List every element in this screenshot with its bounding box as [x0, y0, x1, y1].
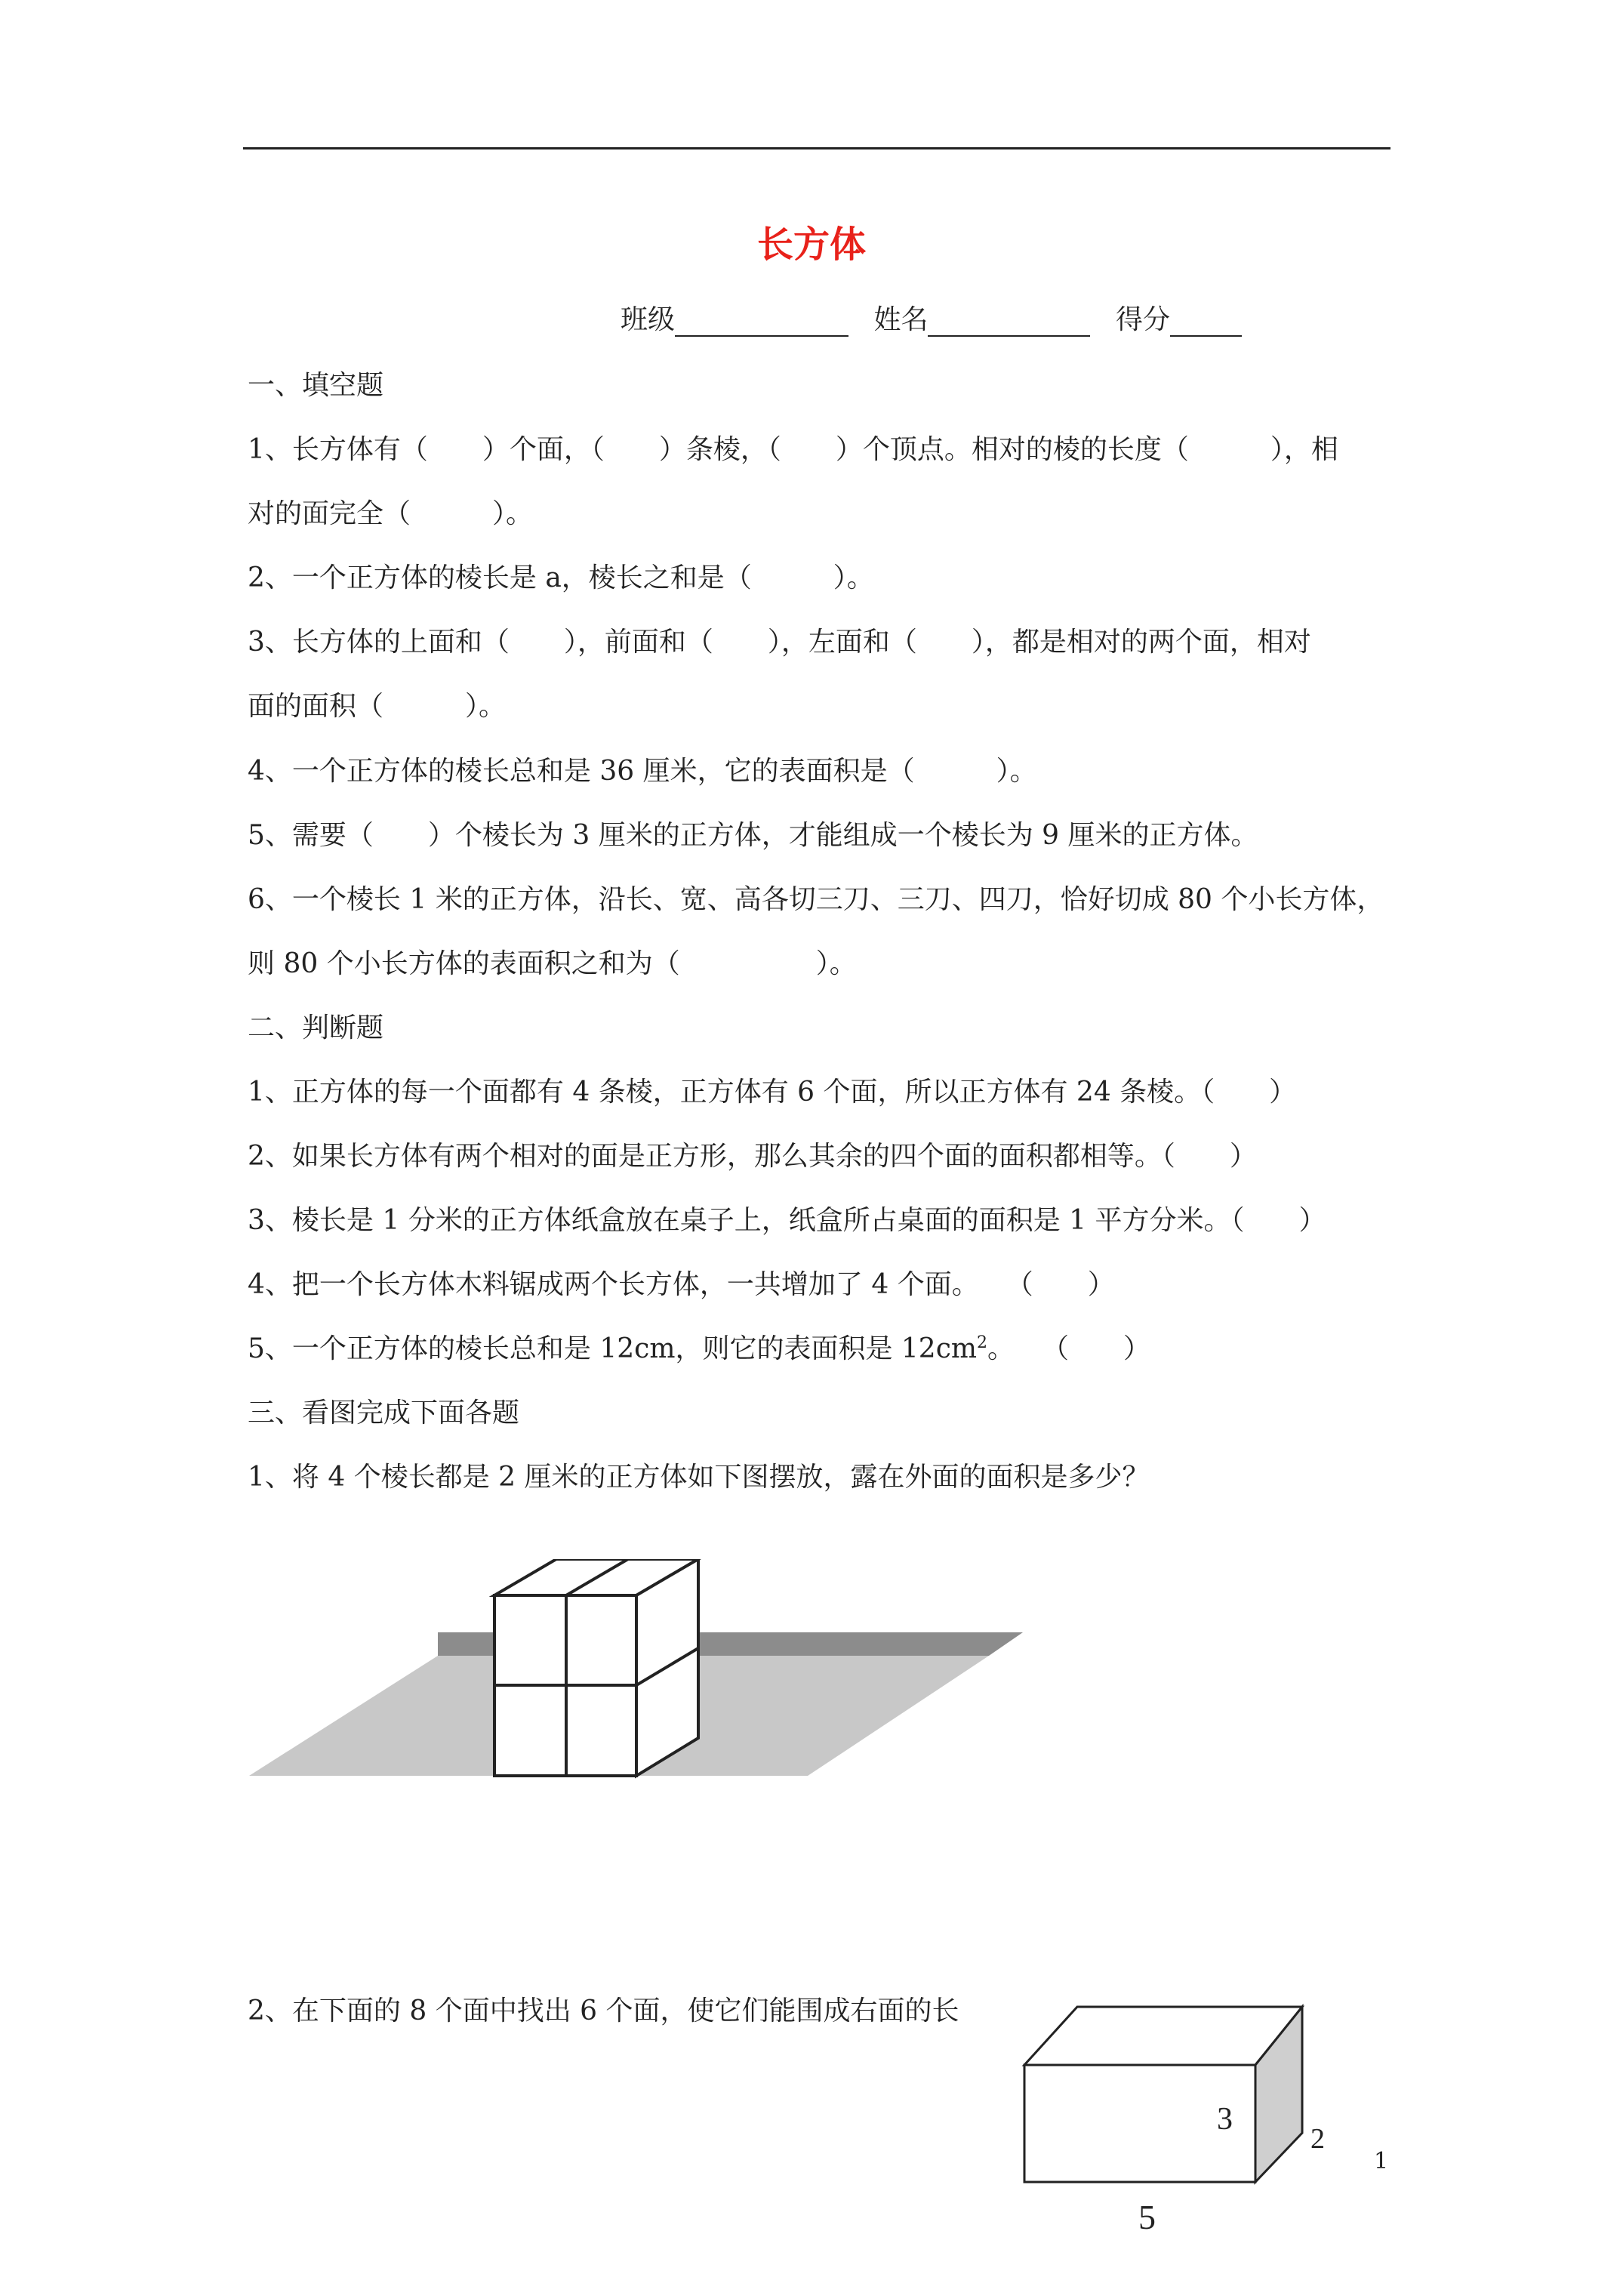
name-blank[interactable] — [928, 307, 1090, 337]
name-label: 姓名 — [873, 304, 929, 335]
class-blank[interactable] — [675, 307, 848, 337]
s2-question-3: 3、棱长是 1 分米的正方体纸盒放在桌子上，纸盒所占桌面的面积是 1 平方分米。（ ） — [248, 1205, 1326, 1236]
cuboid-top-face — [1024, 2007, 1302, 2065]
s2-question-5-main: 5、一个正方体的棱长总和是 12cm，则它的表面积是 12cm — [248, 1333, 978, 1364]
section2-heading: 二、判断题 — [248, 1012, 384, 1043]
s2-question-5-exponent: 2 — [977, 1333, 988, 1352]
s1-question-2: 2、一个正方体的棱长是 a，棱长之和是（ ）。 — [248, 562, 874, 593]
cuboid-length-label: 5 — [1138, 2198, 1156, 2236]
page-title: 长方体 — [756, 223, 866, 266]
s1-question-6b: 则 80 个小长方体的表面积之和为（ ）。 — [248, 948, 857, 979]
s1-question-6a: 6、一个棱长 1 米的正方体，沿长、宽、高各切三刀、三刀、四刀，恰好切成 80 个小长方体， — [248, 884, 1384, 915]
s3-question-1: 1、将 4 个棱长都是 2 厘米的正方体如下图摆放，露在外面的面积是多少？ — [248, 1462, 1150, 1493]
s2-question-4: 4、把一个长方体木料锯成两个长方体，一共增加了 4 个面。 （ ） — [248, 1269, 1115, 1300]
score-label: 得分 — [1115, 304, 1170, 335]
section3-heading: 三、看图完成下面各题 — [248, 1398, 520, 1428]
s1-question-5: 5、需要（ ）个棱长为 3 厘米的正方体，才能组成一个棱长为 9 厘米的正方体。 — [248, 820, 1258, 851]
s3-question-2: 2、在下面的 8 个面中找出 6 个面，使它们能围成右面的长 — [248, 1996, 959, 2026]
s2-question-1: 1、正方体的每一个面都有 4 条棱，正方体有 6 个面，所以正方体有 24 条棱。（ ） — [248, 1077, 1297, 1108]
student-info — [621, 298, 1258, 337]
cuboid-depth-label: 2 — [1310, 2123, 1325, 2155]
s1-question-4: 4、一个正方体的棱长总和是 36 厘米，它的表面积是（ ）。 — [248, 756, 1037, 787]
s2-question-5-tail: 。 （ ） — [987, 1333, 1151, 1364]
header-rule — [243, 147, 1390, 149]
s1-question-3a: 3、长方体的上面和（ ），前面和（ ），左面和（ ），都是相对的两个面，相对 — [248, 627, 1311, 658]
cuboid-height-label: 3 — [1217, 2102, 1233, 2137]
class-label: 班级 — [621, 304, 676, 335]
s2-question-2: 2、如果长方体有两个相对的面是正方形，那么其余的四个面的面积都相等。（ ） — [248, 1141, 1257, 1172]
s1-question-3b: 面的面积（ ）。 — [248, 691, 507, 722]
s1-question-1a: 1、长方体有（ ）个面，（ ）条棱，（ ）个顶点。相对的棱的长度（ ），相 — [248, 434, 1338, 465]
section1-heading: 一、填空题 — [248, 370, 384, 401]
page-number: 1 — [1374, 2148, 1389, 2174]
score-blank[interactable] — [1170, 307, 1242, 337]
cuboid-figure — [1019, 2001, 1336, 2242]
cubes-on-table-figure — [242, 1559, 1034, 1801]
s2-question-5 — [248, 1327, 1150, 1366]
s1-question-1b: 对的面完全（ ）。 — [248, 498, 534, 529]
